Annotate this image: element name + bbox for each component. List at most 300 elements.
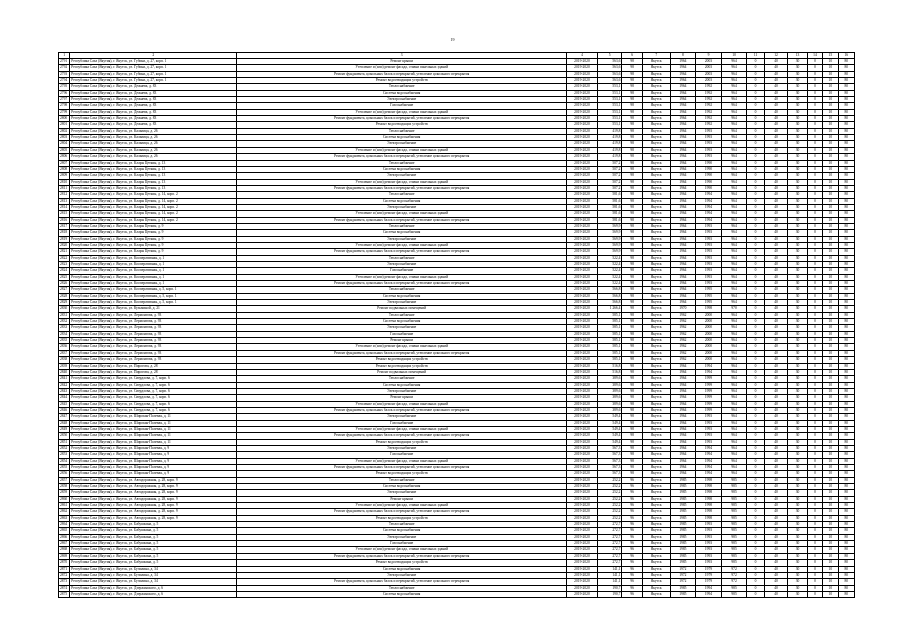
locality-cell: Якутск: [642, 173, 670, 179]
col-11-cell: 0: [747, 59, 764, 65]
col-16-cell: 80: [838, 242, 855, 248]
work-type-cell: Утепление и (или) ремонт фасада, ставни панельных зданий: [237, 274, 567, 280]
col-11-cell: 0: [747, 141, 764, 147]
col-15-cell: 10: [823, 503, 838, 509]
period-cell: 2019-2020: [567, 585, 598, 591]
period-cell: 2019-2020: [567, 236, 598, 242]
locality-cell: Якутск: [642, 166, 670, 172]
year-built-cell: 1964: [670, 382, 696, 388]
locality-cell: Якутск: [642, 509, 670, 515]
col-14-cell: 0: [807, 90, 822, 96]
col-10-cell: 985: [721, 503, 747, 509]
row-number-cell: 2852: [59, 445, 70, 451]
row-number-cell: 2857: [59, 477, 70, 483]
wear-cell: 98: [622, 300, 642, 306]
col-15-cell: 10: [823, 325, 838, 331]
address-cell: Республика Саха (Якутия), г. Якутск, ул. Широкая-Полевая, д. 9: [70, 458, 237, 464]
col-11-cell: 0: [747, 287, 764, 293]
col-10-cell: 985: [721, 515, 747, 521]
period-cell: 2019-2020: [567, 357, 598, 363]
year-built-cell: 1962: [670, 344, 696, 350]
work-type-cell: Система водоснабжения: [237, 382, 567, 388]
col-16-cell: 80: [838, 420, 855, 426]
row-number-cell: 2822: [59, 255, 70, 261]
col-10-cell: 964: [721, 395, 747, 401]
area-cell: 585,1: [597, 344, 622, 350]
wear-cell: 96: [622, 572, 642, 578]
col-10-cell: 985: [721, 591, 747, 597]
row-number-cell: 2813: [59, 198, 70, 204]
col-14-cell: 0: [807, 97, 822, 103]
period-cell: 2019-2020: [567, 249, 598, 255]
col-11-cell: 0: [747, 293, 764, 299]
wear-cell: 96: [622, 534, 642, 540]
address-cell: Республика Саха (Якутия), г. Якутск, ул. Клары Цеткин, д. 13: [70, 173, 237, 179]
col-14-cell: 0: [807, 173, 822, 179]
year-built-cell: 1985: [670, 553, 696, 559]
col-10-cell: 964: [721, 166, 747, 172]
col-15-cell: 10: [823, 547, 838, 553]
area-cell: 553,1: [597, 84, 622, 90]
col-13-cell: 30: [788, 97, 807, 103]
address-cell: Республика Саха (Якутия), г. Якутск, ул. Лермонтова, д. 93: [70, 331, 237, 337]
col-15-cell: 10: [823, 312, 838, 318]
locality-cell: Якутск: [642, 426, 670, 432]
work-type-cell: Ремонт фундамента, цокольных балок и перекрытий, утепление цокольного перекрытия: [237, 71, 567, 77]
col-13-cell: 30: [788, 230, 807, 236]
address-cell: Республика Саха (Якутия), г. Якутск, ул. Широкая-Полевая, д. 11: [70, 426, 237, 432]
year-built-cell: 1962: [670, 325, 696, 331]
col-12-cell: 40: [764, 249, 788, 255]
address-cell: Республика Саха (Якутия), г. Якутск, ул. Лермонтова, д. 93: [70, 338, 237, 344]
work-type-cell: Ремонт водоотводящих устройств: [237, 357, 567, 363]
period-cell: 2019-2020: [567, 160, 598, 166]
year-repair-cell: 1994: [696, 465, 722, 471]
wear-cell: 96: [622, 484, 642, 490]
area-cell: 419,8: [597, 154, 622, 160]
address-cell: Республика Саха (Якутия), г. Якутск, ул. Кооперативная, д. 5, корп. 1: [70, 287, 237, 293]
col-10-cell: 964: [721, 281, 747, 287]
col-14-cell: 0: [807, 185, 822, 191]
locality-cell: Якутск: [642, 160, 670, 166]
col-10-cell: 964: [721, 262, 747, 268]
area-cell: 581,6: [597, 192, 622, 198]
col-14-cell: 0: [807, 128, 822, 134]
col-11-cell: 0: [747, 541, 764, 547]
col-10-cell: 964: [721, 439, 747, 445]
year-repair-cell: 1993: [696, 560, 722, 566]
col-10-cell: 964: [721, 230, 747, 236]
address-cell: Республика Саха (Якутия), г. Якутск, ул. Губина, д. 27, корп. 1: [70, 59, 237, 65]
area-cell: 569,9: [597, 249, 622, 255]
col-15-cell: 10: [823, 236, 838, 242]
col-12-cell: 40: [764, 420, 788, 426]
locality-cell: Якутск: [642, 407, 670, 413]
col-14-cell: 0: [807, 541, 822, 547]
col-12-cell: 40: [764, 445, 788, 451]
address-cell: Республика Саха (Якутия), г. Якутск, ул. Кузьминой, д. 21: [70, 306, 237, 312]
row-number-cell: 2870: [59, 560, 70, 566]
area-cell: 272,7: [597, 522, 622, 528]
col-10-cell: 985: [721, 509, 747, 515]
col-14-cell: 0: [807, 281, 822, 287]
col-15-cell: 10: [823, 223, 838, 229]
col-13-cell: 30: [788, 553, 807, 559]
col-11-cell: 0: [747, 458, 764, 464]
col-16-cell: 80: [838, 357, 855, 363]
column-number-cell: 14: [807, 53, 822, 59]
year-repair-cell: 2000: [696, 331, 722, 337]
period-cell: 2019-2020: [567, 287, 598, 293]
year-repair-cell: 1999: [696, 401, 722, 407]
row-number-cell: 2803: [59, 135, 70, 141]
address-cell: Республика Саха (Якутия), г. Якутск, ул. Кальвица, д. 26: [70, 154, 237, 160]
wear-cell: 98: [622, 173, 642, 179]
col-12-cell: 40: [764, 579, 788, 585]
column-number-cell: 12: [764, 53, 788, 59]
locality-cell: Якутск: [642, 496, 670, 502]
col-15-cell: 10: [823, 439, 838, 445]
col-14-cell: 0: [807, 357, 822, 363]
col-12-cell: 40: [764, 388, 788, 394]
wear-cell: 98: [622, 465, 642, 471]
year-repair-cell: 1990: [696, 173, 722, 179]
year-repair-cell: 2000: [696, 325, 722, 331]
col-12-cell: 40: [764, 458, 788, 464]
locality-cell: Якутск: [642, 560, 670, 566]
col-13-cell: 30: [788, 160, 807, 166]
col-10-cell: 964: [721, 103, 747, 109]
area-cell: 141,1: [597, 579, 622, 585]
col-14-cell: 0: [807, 553, 822, 559]
col-13-cell: 30: [788, 585, 807, 591]
col-16-cell: 80: [838, 128, 855, 134]
col-14-cell: 0: [807, 547, 822, 553]
col-14-cell: 0: [807, 369, 822, 375]
year-repair-cell: 2000: [696, 319, 722, 325]
work-type-cell: Утепление и (или) ремонт фасада, ставни панельных зданий: [237, 179, 567, 185]
period-cell: 2019-2020: [567, 395, 598, 401]
col-16-cell: 80: [838, 173, 855, 179]
address-cell: Республика Саха (Якутия), г. Якутск, ул. Кооперативная, д. 1: [70, 281, 237, 287]
col-12-cell: 40: [764, 471, 788, 477]
col-16-cell: 80: [838, 445, 855, 451]
col-13-cell: 30: [788, 369, 807, 375]
year-repair-cell: 1993: [696, 414, 722, 420]
wear-cell: 98: [622, 192, 642, 198]
year-repair-cell: 1994: [696, 204, 722, 210]
col-12-cell: 40: [764, 407, 788, 413]
row-number-cell: 2795: [59, 84, 70, 90]
col-13-cell: 30: [788, 103, 807, 109]
year-repair-cell: 1979: [696, 572, 722, 578]
row-number-cell: 2872: [59, 572, 70, 578]
row-number-cell: 2805: [59, 147, 70, 153]
area-cell: 389,6: [597, 395, 622, 401]
col-15-cell: 10: [823, 281, 838, 287]
col-13-cell: 30: [788, 465, 807, 471]
area-cell: 419,8: [597, 128, 622, 134]
col-14-cell: 0: [807, 407, 822, 413]
year-repair-cell: 1998: [696, 503, 722, 509]
col-10-cell: 964: [721, 268, 747, 274]
year-repair-cell: 1993: [696, 249, 722, 255]
year-built-cell: 1964: [670, 401, 696, 407]
year-repair-cell: 1993: [696, 128, 722, 134]
col-10-cell: 964: [721, 65, 747, 71]
address-cell: Республика Саха (Якутия), г. Якутск, ул. Кооперативная, д. 5, корп. 1: [70, 300, 237, 306]
col-14-cell: 0: [807, 325, 822, 331]
work-type-cell: Ремонт водоотводящих устройств: [237, 439, 567, 445]
wear-cell: 96: [622, 585, 642, 591]
col-11-cell: 0: [747, 477, 764, 483]
period-cell: 2019-2020: [567, 230, 598, 236]
col-11-cell: 0: [747, 223, 764, 229]
period-cell: 2019-2020: [567, 522, 598, 528]
col-16-cell: 80: [838, 376, 855, 382]
locality-cell: Якутск: [642, 287, 670, 293]
wear-cell: 98: [622, 97, 642, 103]
wear-cell: 96: [622, 528, 642, 534]
period-cell: 2019-2020: [567, 217, 598, 223]
col-11-cell: 0: [747, 230, 764, 236]
col-13-cell: 30: [788, 71, 807, 77]
col-15-cell: 10: [823, 116, 838, 122]
col-12-cell: 40: [764, 541, 788, 547]
col-14-cell: 0: [807, 300, 822, 306]
locality-cell: Якутск: [642, 579, 670, 585]
area-cell: 389,6: [597, 407, 622, 413]
col-11-cell: 0: [747, 135, 764, 141]
area-cell: 553,1: [597, 116, 622, 122]
col-11-cell: 0: [747, 395, 764, 401]
year-repair-cell: 1992: [696, 103, 722, 109]
wear-cell: 98: [622, 141, 642, 147]
area-cell: 553,1: [597, 90, 622, 96]
address-cell: Республика Саха (Якутия), г. Якутск, ул. Дежнева, д. 83: [70, 103, 237, 109]
locality-cell: Якутск: [642, 109, 670, 115]
col-11-cell: 0: [747, 116, 764, 122]
year-repair-cell: 1994: [696, 458, 722, 464]
wear-cell: 98: [622, 147, 642, 153]
col-16-cell: 80: [838, 255, 855, 261]
col-11-cell: 0: [747, 109, 764, 115]
col-11-cell: 0: [747, 217, 764, 223]
row-number-cell: 2871: [59, 566, 70, 572]
year-repair-cell: 1993: [696, 534, 722, 540]
year-built-cell: 1964: [670, 420, 696, 426]
col-13-cell: 30: [788, 122, 807, 128]
col-16-cell: 80: [838, 78, 855, 84]
year-repair-cell: 1995: [696, 287, 722, 293]
col-10-cell: 964: [721, 407, 747, 413]
col-12-cell: 40: [764, 65, 788, 71]
col-15-cell: 10: [823, 420, 838, 426]
wear-cell: 98: [622, 350, 642, 356]
col-12-cell: 40: [764, 350, 788, 356]
locality-cell: Якутск: [642, 503, 670, 509]
col-10-cell: 964: [721, 319, 747, 325]
area-cell: 585,1: [597, 357, 622, 363]
year-built-cell: 1964: [670, 458, 696, 464]
area-cell: 567,3: [597, 452, 622, 458]
col-14-cell: 0: [807, 59, 822, 65]
row-number-cell: 2833: [59, 325, 70, 331]
col-10-cell: 972: [721, 566, 747, 572]
col-12-cell: 40: [764, 236, 788, 242]
year-built-cell: 1972: [670, 579, 696, 585]
col-10-cell: 964: [721, 116, 747, 122]
col-13-cell: 30: [788, 566, 807, 572]
col-12-cell: 40: [764, 547, 788, 553]
locality-cell: Якутск: [642, 591, 670, 597]
page-number: 19: [450, 37, 455, 42]
wear-cell: 98: [622, 185, 642, 191]
col-11-cell: 0: [747, 522, 764, 528]
year-repair-cell: 1999: [696, 388, 722, 394]
wear-cell: 98: [622, 217, 642, 223]
col-11-cell: 0: [747, 71, 764, 77]
col-12-cell: 40: [764, 147, 788, 153]
work-type-cell: Ремонт крыши: [237, 59, 567, 65]
col-11-cell: 0: [747, 426, 764, 432]
work-type-cell: Электроснабжение: [237, 414, 567, 420]
col-10-cell: 964: [721, 338, 747, 344]
col-11-cell: 0: [747, 306, 764, 312]
work-type-cell: Теплоснабжение: [237, 585, 567, 591]
col-16-cell: 80: [838, 230, 855, 236]
col-15-cell: 10: [823, 255, 838, 261]
year-built-cell: 1964: [670, 242, 696, 248]
year-built-cell: 1985: [670, 528, 696, 534]
year-built-cell: 1962: [670, 312, 696, 318]
year-built-cell: 1964: [670, 262, 696, 268]
col-10-cell: 964: [721, 420, 747, 426]
row-number-cell: 2839: [59, 363, 70, 369]
col-14-cell: 0: [807, 103, 822, 109]
column-number-cell: 8: [670, 53, 696, 59]
work-type-cell: Система водоснабжения: [237, 319, 567, 325]
col-15-cell: 10: [823, 274, 838, 280]
col-15-cell: 10: [823, 465, 838, 471]
col-14-cell: 0: [807, 204, 822, 210]
wear-cell: 96: [622, 560, 642, 566]
work-type-cell: Ремонт фундамента, цокольных балок и перекрытий, утепление цокольного перекрытия: [237, 116, 567, 122]
col-11-cell: 0: [747, 452, 764, 458]
col-12-cell: 40: [764, 141, 788, 147]
year-repair-cell: 1993: [696, 274, 722, 280]
col-11-cell: 0: [747, 281, 764, 287]
col-15-cell: 10: [823, 541, 838, 547]
year-repair-cell: 1979: [696, 566, 722, 572]
col-12-cell: 40: [764, 198, 788, 204]
col-10-cell: 964: [721, 223, 747, 229]
area-cell: 581,6: [597, 217, 622, 223]
work-type-cell: Утепление и (или) ремонт фасада, ставни панельных зданий: [237, 147, 567, 153]
col-14-cell: 0: [807, 363, 822, 369]
col-12-cell: 40: [764, 382, 788, 388]
year-built-cell: 1964: [670, 268, 696, 274]
col-10-cell: 964: [721, 433, 747, 439]
col-14-cell: 0: [807, 135, 822, 141]
work-type-cell: Электроснабжение: [237, 300, 567, 306]
row-number-cell: 2804: [59, 141, 70, 147]
col-13-cell: 30: [788, 179, 807, 185]
col-15-cell: 10: [823, 496, 838, 502]
col-12-cell: 40: [764, 268, 788, 274]
row-number-cell: 2874: [59, 585, 70, 591]
table-row: [59, 591, 855, 597]
work-type-cell: Система водоснабжения: [237, 484, 567, 490]
col-12-cell: 40: [764, 560, 788, 566]
year-repair-cell: 1998: [696, 306, 722, 312]
locality-cell: Якутск: [642, 179, 670, 185]
year-repair-cell: 1993: [696, 135, 722, 141]
col-13-cell: 30: [788, 116, 807, 122]
address-cell: Республика Саха (Якутия), г. Якутск, ул. Бабушкина, д. 5: [70, 553, 237, 559]
col-15-cell: 10: [823, 382, 838, 388]
year-repair-cell: 1994: [696, 192, 722, 198]
col-15-cell: 10: [823, 509, 838, 515]
col-15-cell: 10: [823, 452, 838, 458]
year-built-cell: 1985: [670, 547, 696, 553]
column-number-cell: 2: [70, 53, 237, 59]
col-13-cell: 30: [788, 204, 807, 210]
row-number-cell: 2873: [59, 579, 70, 585]
year-built-cell: 1985: [670, 534, 696, 540]
work-type-cell: Утепление и (или) ремонт фасада, ставни панельных зданий: [237, 458, 567, 464]
locality-cell: Якутск: [642, 154, 670, 160]
column-number-cell: 3: [237, 53, 567, 59]
col-14-cell: 0: [807, 484, 822, 490]
col-10-cell: 964: [721, 204, 747, 210]
period-cell: 2019-2020: [567, 166, 598, 172]
col-13-cell: 30: [788, 293, 807, 299]
col-12-cell: 40: [764, 528, 788, 534]
wear-cell: 98: [622, 401, 642, 407]
col-15-cell: 10: [823, 369, 838, 375]
wear-cell: 98: [622, 204, 642, 210]
period-cell: 2019-2020: [567, 382, 598, 388]
row-number-cell: 2792: [59, 65, 70, 71]
wear-cell: 98: [622, 433, 642, 439]
year-built-cell: 1964: [670, 173, 696, 179]
col-16-cell: 80: [838, 300, 855, 306]
col-12-cell: 40: [764, 395, 788, 401]
column-number-cell: 4: [567, 53, 598, 59]
area-cell: 190,7: [597, 591, 622, 597]
year-repair-cell: 1993: [696, 547, 722, 553]
year-repair-cell: 1992: [696, 97, 722, 103]
locality-cell: Якутск: [642, 490, 670, 496]
col-11-cell: 0: [747, 192, 764, 198]
row-number-cell: 2834: [59, 331, 70, 337]
col-14-cell: 0: [807, 477, 822, 483]
area-cell: 507,2: [597, 179, 622, 185]
col-12-cell: 40: [764, 217, 788, 223]
row-number-cell: 2848: [59, 420, 70, 426]
wear-cell: 98: [622, 439, 642, 445]
year-repair-cell: 2000: [696, 344, 722, 350]
locality-cell: Якутск: [642, 236, 670, 242]
column-number-cell: 6: [622, 53, 642, 59]
work-type-cell: Теплоснабжение: [237, 84, 567, 90]
work-type-cell: Газоснабжение: [237, 420, 567, 426]
year-repair-cell: 1994: [696, 363, 722, 369]
col-10-cell: 964: [721, 331, 747, 337]
year-built-cell: 1964: [670, 452, 696, 458]
col-10-cell: 964: [721, 242, 747, 248]
